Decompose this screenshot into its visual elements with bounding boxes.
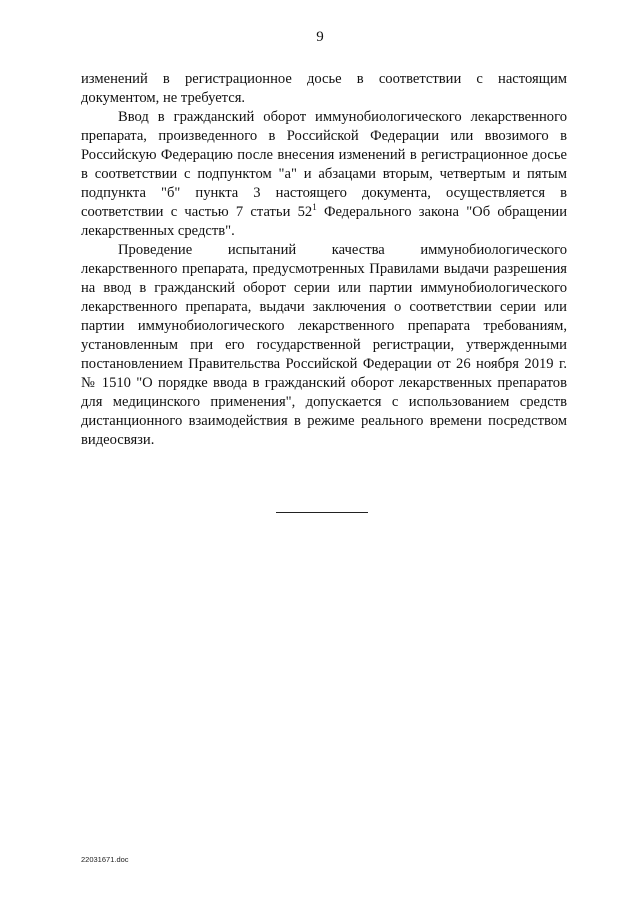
paragraph-continuation: изменений в регистрационное досье в соответствии с настоящим документом, не требуется. — [81, 71, 567, 106]
paragraph-circulation — [81, 108, 567, 241]
document-code: 22031671.doc — [81, 855, 129, 864]
paragraph-circulation-text: Ввод в гражданский оборот иммунобиологического лекарственного препарата, произведенного в Российской Федерации или ввозимого в Российскую Федерацию после внесения изменений в регистрационное досье в соответствии с подпунктом "а" и абзацами вторым, четвертым и пятым подпункта "б" пункта 3 настоящего документа, осуществляется в соответствии с частью 7 статьи 52 — [81, 109, 567, 220]
superscript-article-index: 1 — [312, 202, 317, 212]
paragraph-circulation-tail: Федерального закона "Об обращении лекарственных средств". — [81, 204, 568, 239]
paragraph-quality-testing: Проведение испытаний качества иммунобиологического лекарственного препарата, предусмотренных Правилами выдачи разрешения на ввод в гражданский оборот серии или партии иммунобиологического лекарственного препарата, выдачи заключения о соответствии серии или партии иммунобиологического лекарственного препарата требованиям, установленным при его государственной регистрации, утвержденными постановлением Правительства Российской Федерации от 26 ноября 2019 г. № 1510 "О порядке ввода в гражданский оборот лекарственных препаратов для медицинского применения", допускается с использованием средств дистанционного взаимодействия в режиме реального времени посредством видеосвязи. — [81, 242, 567, 448]
page-number: 9 — [316, 29, 324, 45]
end-divider — [276, 512, 368, 513]
document-body — [81, 70, 567, 450]
